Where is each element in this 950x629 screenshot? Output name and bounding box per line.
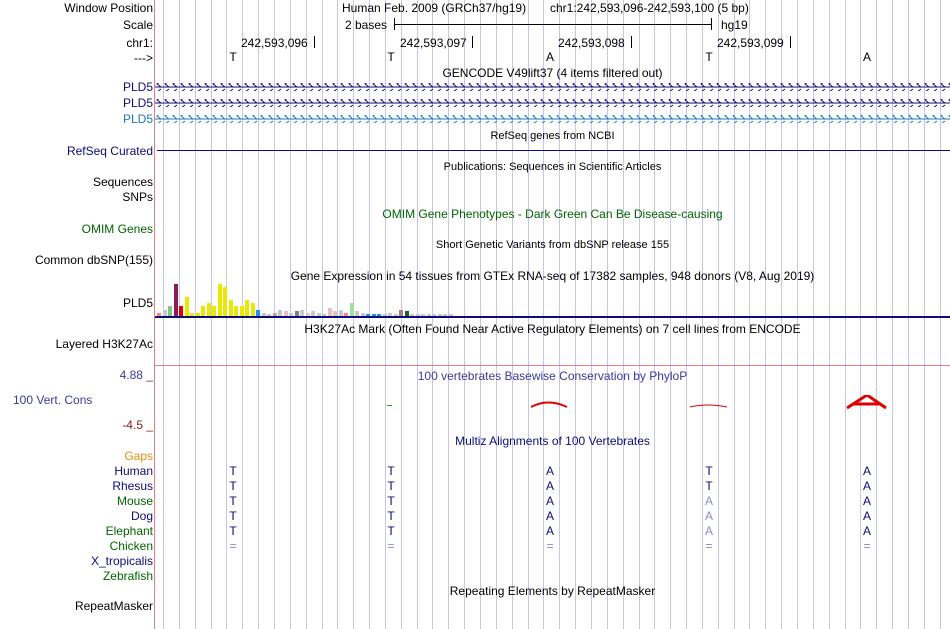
coord-tick [790,36,791,48]
coord-label: 242,593,099 [717,36,784,50]
assembly-label: Human Feb. 2009 (GRCh37/hg19) [342,1,527,15]
phylop-mark [847,395,886,408]
multiz-base: A [704,494,713,508]
scale-bar-left-tick [394,18,395,30]
publications-sequences-label[interactable]: Sequences [92,175,153,189]
window-position-label: Window Position [64,1,153,15]
coord-tick [314,36,315,48]
gtex-bar[interactable] [174,284,178,316]
phylop-mark [387,405,392,406]
phylop-plot[interactable] [155,395,950,410]
phylop-mark [690,405,727,407]
phylop-label[interactable]: 100 Vert. Cons [13,393,93,407]
multiz-base: T [229,464,237,478]
multiz-base: T [229,509,237,523]
multiz-base: A [545,479,554,493]
gencode-title[interactable]: GENCODE V49lift37 (4 items filtered out) [442,66,663,80]
gencode-features[interactable] [155,80,950,128]
phylop-max-label: 4.88 _ [119,368,153,382]
chrom-label: chr1: [126,36,153,50]
multiz-base: A [862,494,871,508]
gtex-bar[interactable] [350,303,354,316]
gtex-bar[interactable] [328,308,332,316]
refseq-label[interactable]: RefSeq Curated [66,144,153,158]
multiz-base: T [229,524,237,538]
gtex-title[interactable]: Gene Expression in 54 tissues from GTEx RNA-seq of 17382 samples, 948 donors (V8, Aug 2019) [290,269,815,283]
multiz-species-label[interactable]: Human [114,464,153,478]
h3k27ac-baseline [155,365,950,366]
repeatmasker-title[interactable]: Repeating Elements by RepeatMasker [449,584,656,598]
multiz-base: T [387,524,395,538]
scale-bar [394,24,712,25]
multiz-base: A [862,509,871,523]
multiz-species-label[interactable]: X_tropicalis [90,554,153,568]
omim-title[interactable]: OMIM Gene Phenotypes - Dark Green Can Be Disease-causing [382,207,723,221]
scale-label: Scale [122,18,153,32]
multiz-base: = [229,539,237,553]
gencode-item-label[interactable]: PLD5 [122,80,153,94]
multiz-base: = [705,539,713,553]
multiz-species-label[interactable]: Rhesus [112,479,153,493]
multiz-title[interactable]: Multiz Alignments of 100 Vertebrates [455,434,650,448]
h3k27ac-title[interactable]: H3K27Ac Mark (Often Found Near Active Regulatory Elements) on 7 cell lines from ENCODE [304,322,801,336]
phylop-min-label: -4.5 _ [122,418,153,432]
h3k27ac-label[interactable]: Layered H3K27Ac [55,337,153,351]
multiz-base: T [387,479,395,493]
gtex-bar[interactable] [218,284,222,316]
multiz-base: T [229,494,237,508]
base-letter: A [545,50,554,64]
gtex-bar[interactable] [179,306,183,316]
dbsnp-title[interactable]: Short Genetic Variants from dbSNP release 155 [435,239,670,251]
base-letter: T [705,50,713,64]
strand-label: ---> [134,51,153,65]
omim-label[interactable]: OMIM Genes [81,222,153,236]
multiz-species-label[interactable]: Mouse [116,494,153,508]
multiz-base: T [387,509,395,523]
multiz-species-label[interactable]: Zebrafish [102,569,153,583]
coord-label: 242,593,096 [241,36,308,50]
multiz-base: T [387,494,395,508]
scale-text: 2 bases [345,18,388,32]
multiz-species-label[interactable]: Elephant [105,524,153,538]
gtex-bar[interactable] [223,287,227,316]
base-letter: T [387,50,395,64]
base-letter: T [229,50,237,64]
gtex-bar[interactable] [201,306,205,316]
coord-tick [472,36,473,48]
scale-bar-right-tick [711,18,712,30]
multiz-base: A [545,524,554,538]
multiz-base: T [229,479,237,493]
multiz-gaps-label: Gaps [124,449,153,463]
multiz-base: A [862,524,871,538]
base-letter: A [862,50,871,64]
gtex-bar[interactable] [251,303,255,316]
phylop-title[interactable]: 100 vertebrates Basewise Conservation by PhyloP [417,369,688,383]
multiz-base: A [704,524,713,538]
gtex-baseline [155,316,950,318]
repeatmasker-label[interactable]: RepeatMasker [74,599,153,613]
gencode-item-label[interactable]: PLD5 [122,96,153,110]
multiz-base: A [545,464,554,478]
gtex-bar[interactable] [234,306,238,316]
multiz-species-label[interactable]: Dog [130,509,153,523]
coord-label: 242,593,098 [558,36,625,50]
coord-label: 242,593,097 [400,36,467,50]
multiz-base: A [545,494,554,508]
multiz-base: = [546,539,554,553]
gtex-label[interactable]: PLD5 [122,296,153,310]
multiz-base: = [863,539,871,553]
multiz-base: T [705,479,713,493]
multiz-base: A [545,509,554,523]
coord-tick [631,36,632,48]
dbsnp-label[interactable]: Common dbSNP(155) [34,253,153,267]
multiz-base: A [704,509,713,523]
phylop-mark [531,403,567,408]
multiz-base: T [705,464,713,478]
gtex-bar[interactable] [240,306,244,316]
publications-snps-label[interactable]: SNPs [122,190,153,204]
gtex-bar[interactable] [245,300,249,316]
gtex-bar[interactable] [185,297,189,316]
publications-title[interactable]: Publications: Sequences in Scientific Articles [443,161,662,173]
refseq-feature[interactable] [157,150,950,151]
multiz-base: = [387,539,395,553]
scale-db: hg19 [721,18,748,32]
refseq-title[interactable]: RefSeq genes from NCBI [490,130,615,142]
position-readout[interactable]: chr1:242,593,096-242,593,100 (5 bp) [550,1,749,15]
gtex-bar[interactable] [168,306,172,316]
gtex-bar[interactable] [212,306,216,316]
gtex-bar[interactable] [207,303,211,316]
multiz-base: A [862,479,871,493]
gtex-bar[interactable] [229,300,233,316]
multiz-base: A [862,464,871,478]
multiz-species-label[interactable]: Chicken [109,539,153,553]
gencode-item-label[interactable]: PLD5 [122,112,153,126]
multiz-base: T [387,464,395,478]
